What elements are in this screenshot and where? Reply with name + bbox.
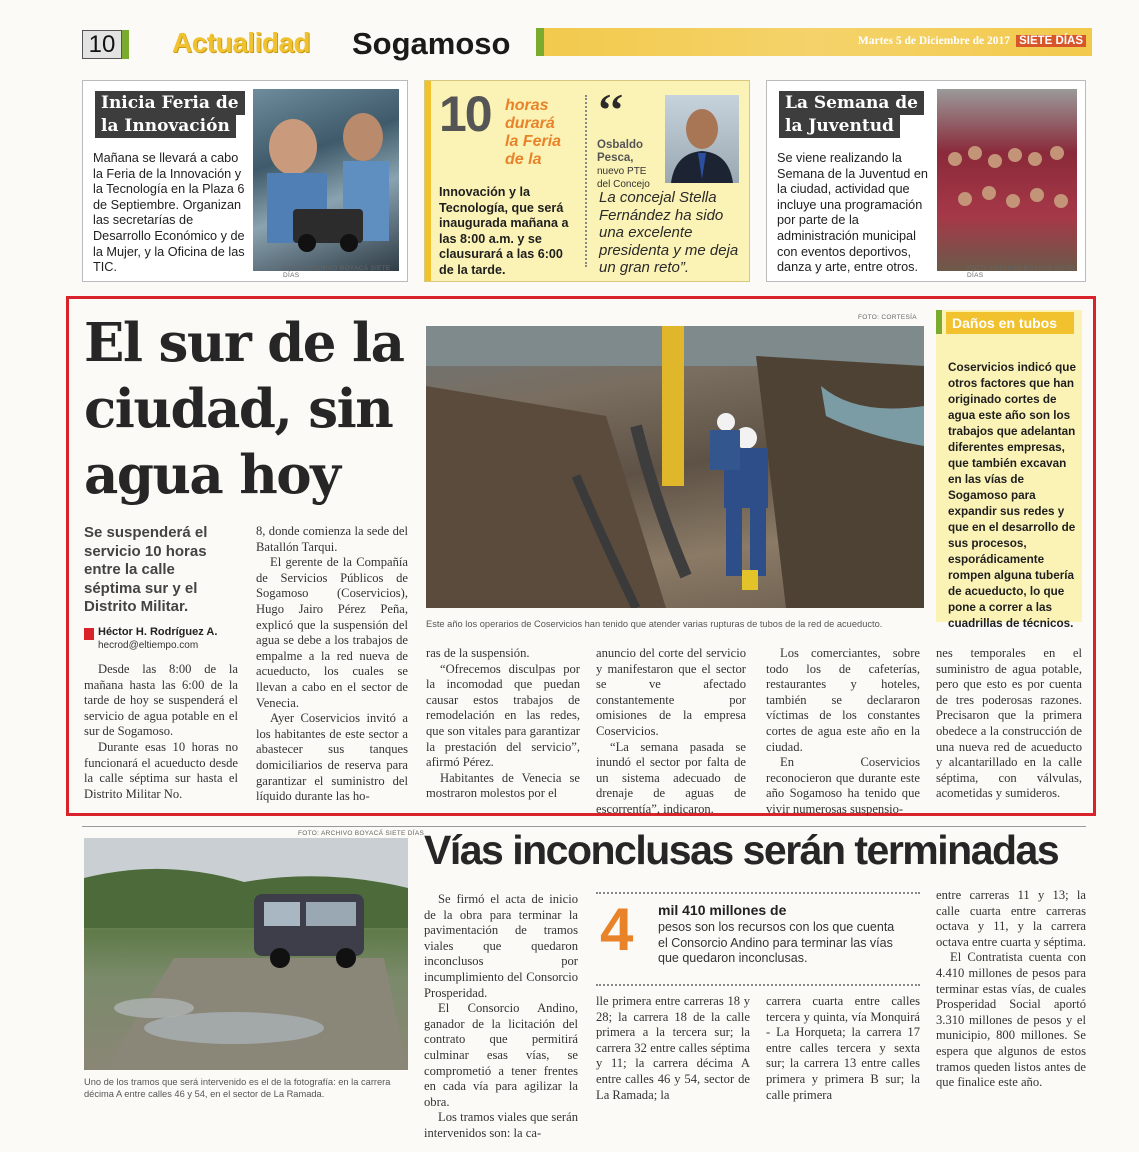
main-deck: Se suspenderá el servicio 10 horas entre la calle séptima sur y el Distrito Militar. bbox=[84, 524, 208, 615]
brief-feria-title bbox=[95, 91, 255, 138]
brief-horas-accent bbox=[425, 81, 431, 281]
brief-juventud-title bbox=[779, 91, 939, 138]
stat-box-top-rule bbox=[596, 892, 920, 894]
header-band-accent bbox=[536, 28, 544, 56]
brief-juventud-credit: FOTO: ARCHIVO BOYACÁ SIETE DÍAS bbox=[967, 265, 1075, 279]
second-photo-caption: Uno de los tramos que será intervenido es el de la fotografía: en la carrera décima A entre calles 46 y 54, en el sector de La Ramada. bbox=[84, 1077, 391, 1099]
sidebar-accent bbox=[936, 310, 942, 334]
crowd-photo bbox=[937, 89, 1077, 271]
brand-name: SIETE DÍAS bbox=[1016, 35, 1086, 47]
sidebar-danos bbox=[936, 310, 1082, 630]
main-col-5 bbox=[766, 646, 920, 818]
byline-author: Héctor H. Rodríguez A. bbox=[98, 626, 218, 638]
second-col-4-p1: entre carreras 11 y 13; la calle cuarta entre carreras octava y 11, y la carrera octava entre cuarta y séptima. bbox=[936, 888, 1086, 949]
horas-text: Innovación y la Tecnología, que será inaugurada mañana a las 8:00 a.m. y se clausurará a las 6:00 de la tarde. bbox=[439, 185, 569, 277]
main-col-1 bbox=[84, 662, 238, 802]
quote-speaker-name1: Osbaldo bbox=[597, 139, 644, 151]
quote-mark-icon: ‘‘ bbox=[597, 84, 625, 135]
second-photo-credit: FOTO: ARCHIVO BOYACÁ SIETE DÍAS bbox=[298, 830, 425, 837]
main-col-2-p2: El gerente de la Compañía de Servicios Públicos de Sogamoso (Coservicios), Hugo Jairo Pérez Peña, explicó que la suspensión del agua se debe a los trabajos de empalme a la red nueva de acueducto, los cuales se llevan a cabo en el sector de Venecia. bbox=[256, 555, 408, 710]
main-headline bbox=[84, 310, 414, 508]
brief-feria-text: Mañana se llevará a cabo la Feria de la Innovación y la Tecnología en la Plaza 6 de Septiembre. Organizan las secretarías de Desarrollo Económico y de la Mujer, y la Oficina de las TIC. bbox=[93, 151, 245, 275]
brief-juventud-title-line1: La Semana de bbox=[779, 91, 924, 115]
horas-label-line3: la Feria bbox=[505, 133, 562, 150]
second-col-1 bbox=[424, 892, 578, 1142]
main-col-2-p1: 8, donde comienza la sede del Batallón Tarqui. bbox=[256, 524, 408, 554]
main-col-2 bbox=[256, 524, 408, 805]
stat-box-bottom-rule bbox=[596, 984, 920, 986]
brief-juventud bbox=[766, 80, 1086, 282]
second-col-2 bbox=[596, 994, 750, 1103]
stat-number: 4 bbox=[600, 896, 634, 963]
quote-text: La concejal Stella Fernández ha sido una excelente presidenta y me deja un gran reto”. bbox=[599, 189, 739, 276]
main-col-2-p3: Ayer Coservicios invitó a los habitantes de este sector a abastecer sus tanques domiciliarios de reserva para garantizar el suministro del líquido durante las ho- bbox=[256, 711, 408, 804]
main-col-4-p2: “La semana pasada se inundó el sector por falta de un sistema adecuado de drenaje de aguas de escorrentía”, indicaron. bbox=[596, 739, 746, 816]
sidebar-text: Coservicios indicó que otros factores que han originado cortes de agua este año son los trabajos que adelantan diferentes empresas, que también excavan en las vías de Sogamoso para expandir sus redes y que en el desarrollo de sus procesos, esporádicamente rompen alguna tubería de acueducto, lo que pone a correr a las cuadrillas de técnicos. bbox=[948, 361, 1076, 630]
main-col-3-p3: Habitantes de Venecia se mostraron molestos por el bbox=[426, 770, 580, 801]
brief-feria-title-line1: Inicia Feria de bbox=[95, 91, 245, 115]
page-number-accent bbox=[122, 30, 129, 59]
main-col-5-p2: En Coservicios reconocieron que durante este año Sogamoso ha tenido que vivir numerosas suspensio- bbox=[766, 755, 920, 816]
main-photo-caption: Este año los operarios de Coservicios han tenido que atender varias rupturas de tubos de la red de acueducto. bbox=[426, 619, 883, 629]
main-headline-line2: ciudad, sin bbox=[84, 378, 393, 440]
horas-label-line2: durará bbox=[505, 115, 555, 132]
page-number: 10 bbox=[82, 30, 122, 59]
second-col-3 bbox=[766, 994, 920, 1103]
speaker-portrait bbox=[665, 95, 739, 183]
brief-feria-credit: FOTO: ARCHIVO BOYACÁ SIETE DÍAS bbox=[283, 265, 391, 279]
second-headline: Vías inconclusas serán terminadas bbox=[424, 827, 1059, 873]
brief-feria-title-line2: la Innovación bbox=[95, 114, 236, 138]
quote-speaker-photo bbox=[665, 95, 739, 183]
second-col-4 bbox=[936, 888, 1086, 1091]
horas-number: 10 bbox=[439, 86, 491, 142]
brief-feria bbox=[82, 80, 408, 282]
main-photo-credit: FOTO: CORTESÍA bbox=[858, 314, 917, 321]
main-col-3 bbox=[426, 646, 580, 802]
second-col-1-p1: Se firmó el acta de inicio de la obra para terminar la pavimentación de tramos viales que quedaron inconclusos por incumplimiento del Consorcio Prosperidad. bbox=[424, 892, 578, 1000]
section-name: Actualidad bbox=[172, 27, 311, 58]
van-road-photo bbox=[84, 838, 408, 1070]
brief-horas-quote bbox=[424, 80, 750, 282]
header-band bbox=[536, 28, 1092, 56]
byline-accent bbox=[84, 628, 94, 640]
main-col-4 bbox=[596, 646, 746, 818]
main-col-1-p1: Desde las 8:00 de la mañana hasta las 6:00 de la tarde de hoy se suspenderá el servicio de agua potable en el sur de Sogamoso. bbox=[84, 662, 238, 739]
main-headline-line3: agua hoy bbox=[84, 444, 340, 506]
brief-divider bbox=[585, 95, 587, 267]
stat-title: mil 410 millones de bbox=[658, 902, 787, 918]
main-col-5-p1: Los comerciantes, sobre todo los de cafeterías, restaurantes y hoteles, también se declararon víctimas de los constantes cortes de agua este año en la ciudad. bbox=[766, 646, 920, 754]
main-photo bbox=[426, 326, 924, 608]
brief-juventud-title-line2: la Juventud bbox=[779, 114, 900, 138]
second-col-1-p2: El Consorcio Andino, ganador de la licitación del contrato que permitirá culminar esas vías, se comprometió a tener frentes en cada vía para agilizar la obra. bbox=[424, 1001, 578, 1109]
page-header bbox=[82, 28, 1092, 60]
second-col-1-p3: Los tramos viales que serán intervenidos son: la ca- bbox=[424, 1110, 578, 1140]
workers-trench-photo bbox=[426, 326, 924, 608]
brief-feria-photo bbox=[253, 89, 399, 271]
stat-text: pesos son los recursos con los que cuenta el Consorcio Andino para terminar las vías que quedaron inconclusas. bbox=[658, 920, 895, 966]
sidebar-title: Daños en tubos bbox=[946, 312, 1074, 334]
brief-juventud-text: Se viene realizando la Semana de la Juventud en la ciudad, actividad que incluye una programación por parte de la administración municipal con eventos deportivos, danza y arte, entre otros. bbox=[777, 151, 928, 275]
main-col-4-p1: anuncio del corte del servicio y manifestaron que el sector se ve afectado constantemente por omisiones de la empresa Coservicios. bbox=[596, 646, 746, 738]
horas-label-line4: de la bbox=[505, 151, 542, 168]
stat-box bbox=[596, 892, 920, 986]
horas-label-line1: horas bbox=[505, 97, 549, 114]
second-photo bbox=[84, 838, 408, 1070]
second-col-2-p1: lle primera entre carreras 18 y 28; la carrera 18 de la calle primera a la tercera sur; la carrera 32 entre calles séptima y 11; la carrera décima A entre calles 46 y 54, sector de La Ramada; la bbox=[596, 994, 750, 1102]
city-name: Sogamoso bbox=[352, 26, 511, 61]
horas-label bbox=[505, 97, 561, 169]
second-col-4-p2: El Contratista cuenta con 4.410 millones de pesos para terminar estas vías, de cuales Prosperidad Social aportó 3.310 millones de pesos y el municipio, 800 millones. Se espera que algunos de estos tramos queden listos antes de que finalice este año. bbox=[936, 950, 1086, 1090]
byline-email: hecrod@eltiempo.com bbox=[98, 640, 199, 651]
quote-speaker-name2: Pesca, bbox=[597, 152, 634, 164]
main-col-6-p1: nes temporales en el suministro de agua potable, pero que esto es por cuenta de tres poderosas razones. Precisaron que la primera obedece a la construcción de una nueva red de acueducto y alcantarillado en la calle séptima, con válvulas, acometidas y sumideros. bbox=[936, 646, 1082, 801]
brief-juventud-photo bbox=[937, 89, 1077, 271]
quote-speaker bbox=[597, 139, 650, 191]
main-col-3-p2: “Ofrecemos disculpas por la incomodad que puedan causar estos trabajos de remodelación en las redes, que son vitales para garantizar la prestación del servicio”, afirmó Pérez. bbox=[426, 661, 580, 770]
issue-date: Martes 5 de Diciembre de 2017 bbox=[857, 35, 1010, 47]
quote-speaker-role1: nuevo PTE bbox=[597, 166, 647, 177]
main-headline-line1: El sur de la bbox=[84, 312, 404, 374]
main-col-6 bbox=[936, 646, 1082, 802]
main-col-1-p2: Durante esas 10 horas no funcionará el acueducto desde la calle séptima sur hasta el Distrito Militar No. bbox=[84, 739, 238, 801]
main-col-3-p1: ras de la suspensión. bbox=[426, 646, 530, 660]
quote-speaker-role2: del Concejo bbox=[597, 179, 650, 190]
children-robot-photo bbox=[253, 89, 399, 271]
second-col-3-p1: carrera cuarta entre calles tercera y quinta, vía Monquirá - La Horqueta; la carrera 17 entre calles tercera y sexta sur; la carrera 13 entre calles primera y primera B sur; la calle primera bbox=[766, 994, 920, 1102]
